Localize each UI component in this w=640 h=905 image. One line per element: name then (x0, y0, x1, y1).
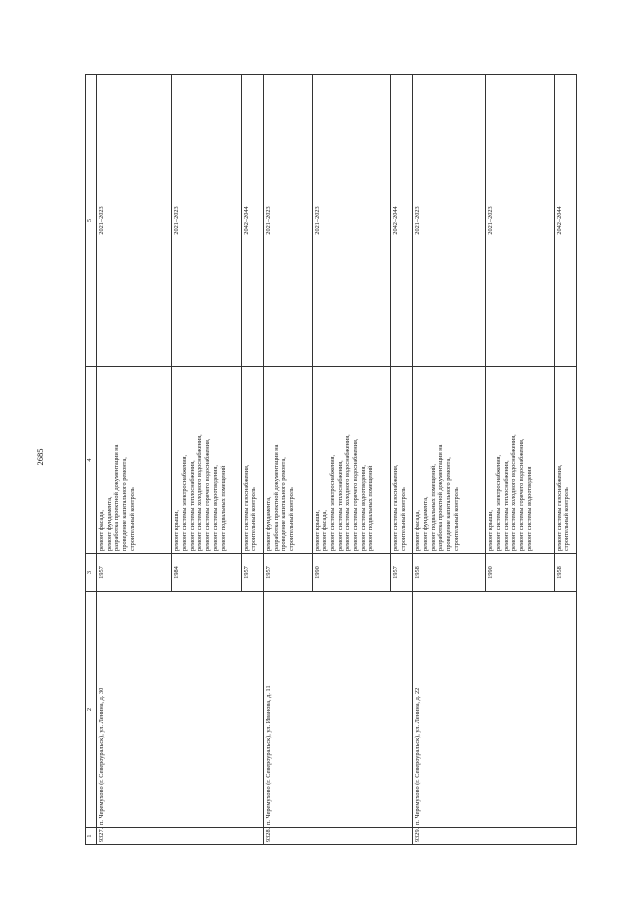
period-cell: 2042–2044 (554, 75, 576, 367)
period-cell: 2021–2023 (96, 75, 172, 367)
year-cell: 1990 (486, 554, 554, 592)
header-cell: 2 (86, 592, 97, 828)
address-cell: п. Черемухово (г. Североуральск), ул. Ленина, д. 22 (413, 592, 577, 828)
works-cell: ремонт системы газоснабжения, строительный контроль (554, 367, 576, 554)
header-cell: 1 (86, 828, 97, 845)
works-cell: ремонт крыши, ремонт фасада, ремонт системы электроснабжения, ремонт системы теплоснабжения, ремонт системы холодного водоснабжения, ремонт системы горячего водоснабжения, ремонт системы водоотведения, ремонт подвальных помещений (312, 367, 390, 554)
address-cell: п. Черемухово (г. Североуральск), ул. Ленина, д. 30 (96, 592, 263, 828)
year-cell: 1958 (554, 554, 576, 592)
table-header-row (86, 75, 97, 845)
period-cell: 2042–2044 (390, 75, 412, 367)
works-cell: ремонт фундамента, разработка проектной документации на проведение капитального ремонта, строительный контроль (263, 367, 312, 554)
period-cell: 2042–2044 (241, 75, 263, 367)
year-cell: 1957 (390, 554, 412, 592)
works-cell: ремонт крыши, ремонт системы электроснабжения, ремонт системы теплоснабжения, ремонт системы холодного водоснабжения, ремонт системы горячего водоснабжения, ремонт системы водоотведения (486, 367, 554, 554)
address-cell: п. Черемухово (г. Североуральск), ул. Иванова, д. 11 (263, 592, 412, 828)
period-cell: 2021–2023 (486, 75, 554, 367)
period-cell: 2021–2023 (312, 75, 390, 367)
year-cell: 1957 (96, 554, 172, 592)
table-row (263, 75, 312, 845)
works-cell: ремонт крыши, ремонт системы электроснабжения, ремонт системы теплоснабжения, ремонт системы холодного водоснабжения, ремонт системы горячего водоснабжения, ремонт системы водоотведения, ремонт подвальных помещений (172, 367, 241, 554)
works-cell: ремонт фасада, ремонт фундамента, ремонт подвальных помещений, разработка проектной документации на проведение капитального ремонта, строительный контроль (413, 367, 486, 554)
page-number: 2685 (35, 448, 45, 466)
header-cell: 3 (86, 554, 97, 592)
table-row (413, 75, 486, 845)
period-cell: 2021–2023 (413, 75, 486, 367)
repair-schedule-table (85, 74, 577, 845)
works-cell: ремонт системы газоснабжения, строительный контроль (390, 367, 412, 554)
year-cell: 1984 (172, 554, 241, 592)
year-cell: 1958 (413, 554, 486, 592)
record-number-cell: 9329. (413, 828, 577, 845)
table-row (96, 75, 172, 845)
rotated-table-container (85, 75, 577, 845)
works-cell: ремонт фасада, ремонт фундамента, разработка проектной документации на проведение капитального ремонта, строительный контроль (96, 367, 172, 554)
year-cell: 1957 (241, 554, 263, 592)
record-number-cell: 9328. (263, 828, 412, 845)
period-cell: 2021–2023 (263, 75, 312, 367)
year-cell: 1957 (263, 554, 312, 592)
header-cell: 5 (86, 75, 97, 367)
year-cell: 1990 (312, 554, 390, 592)
record-number-cell: 9327. (96, 828, 263, 845)
header-cell: 4 (86, 367, 97, 554)
period-cell: 2021–2023 (172, 75, 241, 367)
works-cell: ремонт системы газоснабжения, строительный контроль (241, 367, 263, 554)
